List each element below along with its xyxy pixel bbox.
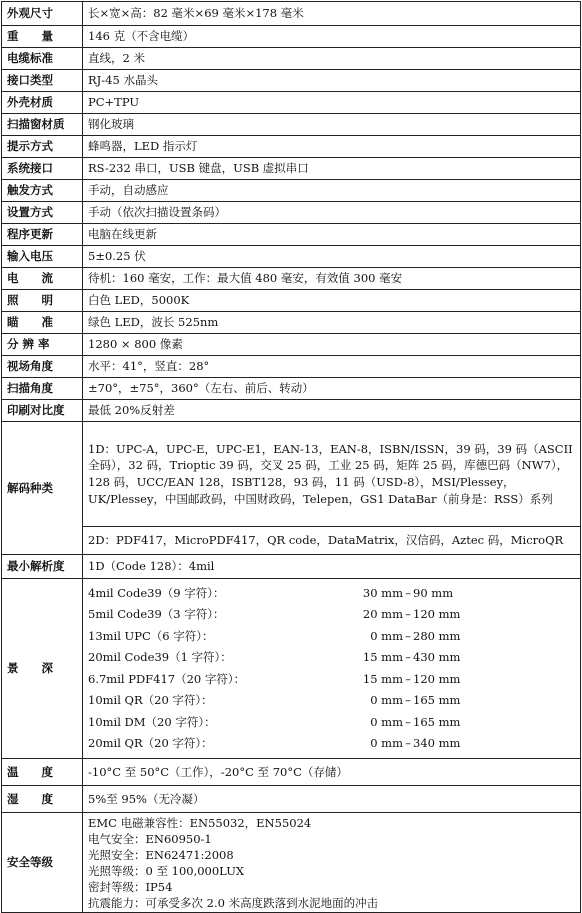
spec-label: 扫描窗材质 [2, 114, 83, 136]
spec-label: 重 量 [2, 26, 83, 48]
spec-label: 设置方式 [2, 202, 83, 224]
spec-value: 146 克（不含电缆） [83, 26, 581, 48]
spec-row-scan-angle [2, 378, 581, 400]
spec-row-cable [2, 48, 581, 70]
spec-value: 长×宽×高：82 毫米×69 毫米×178 毫米 [83, 2, 581, 26]
spec-label: 视场角度 [2, 356, 83, 378]
dof-code: 10mil DM（20 字符）： [88, 714, 216, 729]
spec-row-min-resolution [2, 555, 581, 579]
dof-to: 120 mm [413, 607, 461, 622]
dof-item [88, 690, 575, 712]
spec-value: -10°C 至 50°C（工作），-20°C 至 70°C（存储） [83, 759, 581, 786]
spec-value: 绿色 LED，波长 525nm [83, 312, 581, 334]
safety-list [83, 813, 581, 913]
spec-value: 水平：41°，竖直：28° [83, 356, 581, 378]
dof-to: 165 mm [413, 693, 461, 708]
spec-value: 5±0.25 伏 [83, 246, 581, 268]
spec-value: 电脑在线更新 [83, 224, 581, 246]
dof-code: 5mil Code39（3 字符）： [88, 607, 225, 622]
decode-1d [83, 422, 581, 527]
dof-sep: – [405, 650, 411, 665]
dof-to: 90 mm [413, 585, 454, 600]
dof-item [88, 583, 575, 605]
spec-value: 最低 20%反射差 [83, 400, 581, 422]
dof-to: 120 mm [413, 671, 461, 686]
dof-from: 20 mm [362, 607, 403, 622]
spec-value: 直线，2 米 [83, 48, 581, 70]
spec-value: 白色 LED，5000K [83, 290, 581, 312]
spec-value: RS-232 串口，USB 键盘，USB 虚拟串口 [83, 158, 581, 180]
dof-to: 280 mm [413, 628, 461, 643]
dof-code: 6.7mil PDF417（20 字符）： [88, 671, 246, 686]
safety-line: EMC 电磁兼容性：EN55032，EN55024 [88, 815, 312, 830]
spec-label: 接口类型 [2, 70, 83, 92]
dof-sep: – [405, 693, 411, 708]
spec-value: ±70°，±75°，360°（左右、前后、转动） [83, 378, 581, 400]
spec-table [1, 1, 581, 913]
dof-from: 0 mm [370, 714, 403, 729]
dof-from: 15 mm [362, 650, 403, 665]
dof-item [88, 733, 575, 755]
dof-code: 4mil Code39（9 字符）： [88, 585, 225, 600]
spec-row-fov [2, 356, 581, 378]
spec-row-voltage [2, 246, 581, 268]
dof-code: 20mil QR（20 字符）： [88, 736, 213, 751]
dof-to: 340 mm [413, 736, 461, 751]
spec-value: 1D（Code 128）：4mil [83, 555, 581, 579]
spec-row-housing [2, 92, 581, 114]
spec-row-decode-2d [2, 527, 581, 555]
spec-row-size [2, 2, 581, 26]
spec-row-trigger [2, 180, 581, 202]
spec-label: 提示方式 [2, 136, 83, 158]
decode-2d: 2D：PDF417，MicroPDF417，QR code，DataMatrix，汉信码，Aztec 码，MicroQR [83, 527, 581, 555]
spec-row-humidity [2, 786, 581, 813]
spec-row-system-interface [2, 158, 581, 180]
spec-label: 印刷对比度 [2, 400, 83, 422]
safety-line: 密封等级：IP54 [88, 879, 173, 894]
spec-label: 最小解析度 [2, 555, 83, 579]
spec-row-contrast [2, 400, 581, 422]
spec-row-safety [2, 813, 581, 913]
safety-line: 电气安全：EN60950-1 [88, 831, 212, 846]
spec-label: 温 度 [2, 759, 83, 786]
spec-label: 输入电压 [2, 246, 83, 268]
spec-label: 扫描角度 [2, 378, 83, 400]
spec-row-interface-type [2, 70, 581, 92]
spec-label: 触发方式 [2, 180, 83, 202]
spec-value: 1280 × 800 像素 [83, 334, 581, 356]
spec-label: 电 流 [2, 268, 83, 290]
spec-label: 景 深 [2, 579, 83, 759]
dof-code: 13mil UPC（6 字符）： [88, 628, 214, 643]
safety-line: 光照安全：EN62471:2008 [88, 847, 234, 862]
spec-value: 待机：160 毫安，工作：最大值 480 毫安，有效值 300 毫安 [83, 268, 581, 290]
spec-label: 系统接口 [2, 158, 83, 180]
spec-row-depth-of-field [2, 579, 581, 759]
spec-value: 5%至 95%（无冷凝） [83, 786, 581, 813]
dof-from: 0 mm [370, 693, 403, 708]
dof-sep: – [405, 628, 411, 643]
spec-rows [2, 2, 581, 913]
spec-label: 外观尺寸 [2, 2, 83, 26]
spec-value: 手动（依次扫描设置条码） [83, 202, 581, 224]
dof-sep: – [405, 607, 411, 622]
spec-value: PC+TPU [83, 92, 581, 114]
spec-label: 照 明 [2, 290, 83, 312]
spec-label: 瞄 准 [2, 312, 83, 334]
spec-label: 分 辨 率 [2, 334, 83, 356]
spec-row-aiming [2, 312, 581, 334]
spec-label: 解码种类 [2, 422, 83, 555]
safety-line: 光照等级：0 至 100,000LUX [88, 863, 245, 878]
dof-from: 0 mm [370, 736, 403, 751]
spec-row-decode [2, 422, 581, 527]
spec-label: 湿 度 [2, 786, 83, 813]
spec-label: 电缆标准 [2, 48, 83, 70]
spec-value: 手动，自动感应 [83, 180, 581, 202]
spec-row-weight [2, 26, 581, 48]
dof-item [88, 669, 575, 691]
spec-row-illumination [2, 290, 581, 312]
dof-from: 0 mm [370, 628, 403, 643]
spec-row-resolution [2, 334, 581, 356]
dof-from: 15 mm [362, 671, 403, 686]
spec-value: 蜂鸣器，LED 指示灯 [83, 136, 581, 158]
dof-to: 165 mm [413, 714, 461, 729]
dof-code: 20mil Code39（1 字符）： [88, 650, 232, 665]
spec-row-current [2, 268, 581, 290]
dof-list [83, 579, 581, 759]
spec-row-update [2, 224, 581, 246]
spec-row-indicator [2, 136, 581, 158]
spec-label: 外壳材质 [2, 92, 83, 114]
dof-sep: – [405, 585, 411, 600]
spec-row-window [2, 114, 581, 136]
spec-label: 程序更新 [2, 224, 83, 246]
dof-sep: – [405, 736, 411, 751]
spec-value: RJ-45 水晶头 [83, 70, 581, 92]
dof-code: 10mil QR（20 字符）： [88, 693, 213, 708]
dof-item [88, 712, 575, 734]
dof-to: 430 mm [413, 650, 461, 665]
spec-value: 钢化玻璃 [83, 114, 581, 136]
dof-from: 30 mm [362, 585, 403, 600]
spec-label: 安全等级 [2, 813, 83, 913]
spec-row-config [2, 202, 581, 224]
dof-sep: – [405, 671, 411, 686]
decode-1d-text: 1D：UPC-A，UPC-E，UPC-E1，EAN-13，EAN-8，ISBN/ISSN，39 码，39 码（ASCII 全码），32 码，Trioptic 39 码，交叉 25 码，工业 25 码，矩阵 25 码，库德巴码（NW7），128 码，UCC/EAN 128，ISBT128，93 码，11 码（USD-8），MSI/Plessey，UK/Plessey，中国邮政码，中国财政码，Telepen，GS1 DataBar（前身是：RSS）系列 [88, 441, 573, 506]
dof-sep: – [405, 714, 411, 729]
dof-item [88, 626, 575, 648]
safety-line: 抗震能力：可承受多次 2.0 米高度跌落到水泥地面的冲击 [88, 895, 379, 910]
dof-item [88, 604, 575, 626]
dof-item [88, 647, 575, 669]
spec-row-temperature [2, 759, 581, 786]
